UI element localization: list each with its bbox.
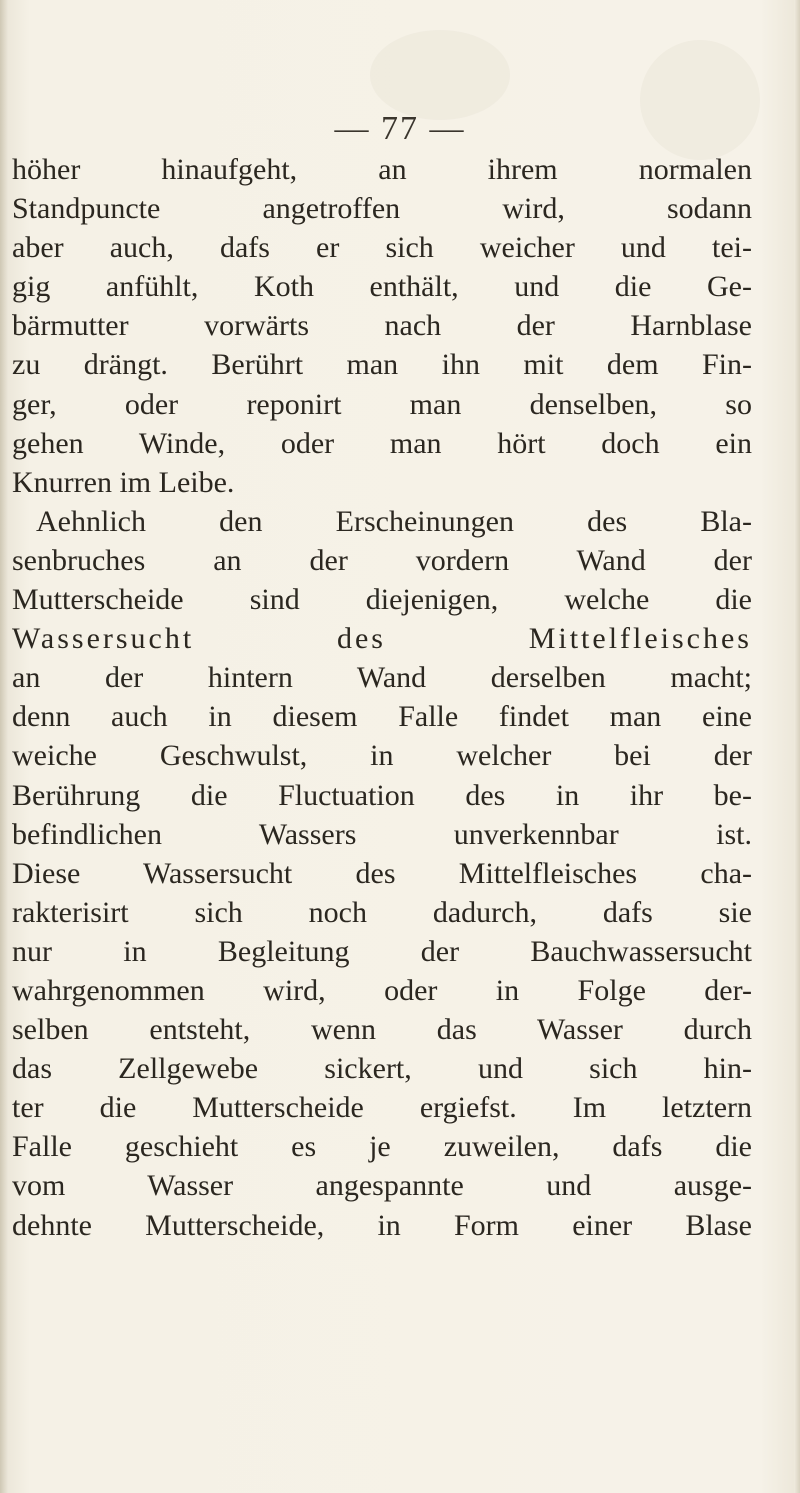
- text-line: selben entsteht, wenn das Wasser durch: [12, 1013, 752, 1047]
- text-line: senbruches an der vordern Wand der: [12, 543, 752, 577]
- text-line: Mutterscheide sind diejenigen, welche die: [12, 583, 752, 617]
- text-line: ger, oder reponirt man denselben, so: [12, 387, 752, 421]
- text-line: Falle geschieht es je zuweilen, dafs die: [12, 1130, 752, 1164]
- text-line: rakterisirt sich noch dadurch, dafs sie: [12, 895, 752, 929]
- text-line: ter die Mutterscheide ergiefst. Im letztern: [12, 1091, 752, 1125]
- text-line: das Zellgewebe sickert, und sich hin-: [12, 1052, 752, 1086]
- text-line: bärmutter vorwärts nach der Harnblase: [12, 309, 752, 343]
- text-line: Standpuncte angetroffen wird, sodann: [12, 192, 752, 226]
- text-line: gehen Winde, oder man hört doch ein: [12, 426, 752, 460]
- text-line: an der hintern Wand derselben macht;: [12, 661, 752, 695]
- page-binding-edge: [0, 0, 8, 1493]
- text-line: dehnte Mutterscheide, in Form einer Blase: [12, 1208, 752, 1242]
- text-line: vom Wasser angespannte und ausge-: [12, 1169, 752, 1203]
- page-right-edge: [794, 0, 800, 1493]
- text-line: Aehnlich den Erscheinungen des Bla-: [36, 504, 752, 538]
- paper-stain: [370, 30, 510, 120]
- text-line: befindlichen Wassers unverkennbar ist.: [12, 817, 752, 851]
- text-line: Berührung die Fluctuation des in ihr be-: [12, 778, 752, 812]
- text-line: höher hinaufgeht, an ihrem normalen: [12, 153, 752, 186]
- text-line: zu drängt. Berührt man ihn mit dem Fin-: [12, 348, 752, 382]
- text-line: Wassersucht des Mittelfleisches: [12, 622, 752, 656]
- text-line: aber auch, dafs er sich weicher und tei-: [12, 231, 752, 265]
- text-line: weiche Geschwulst, in welcher bei der: [12, 739, 752, 773]
- body-text: [12, 150, 752, 1245]
- text-line: wahrgenommen wird, oder in Folge der-: [12, 973, 752, 1007]
- text-line: gig anfühlt, Koth enthält, und die Ge-: [12, 270, 752, 304]
- text-line: Knurren im Leibe.: [12, 465, 235, 499]
- text-line: denn auch in diesem Falle findet man eine: [12, 700, 752, 734]
- page-number: — 77 —: [334, 110, 466, 147]
- text-line: Diese Wassersucht des Mittelfleisches cha-: [12, 856, 752, 890]
- text-line: nur in Begleitung der Bauchwassersucht: [12, 934, 752, 968]
